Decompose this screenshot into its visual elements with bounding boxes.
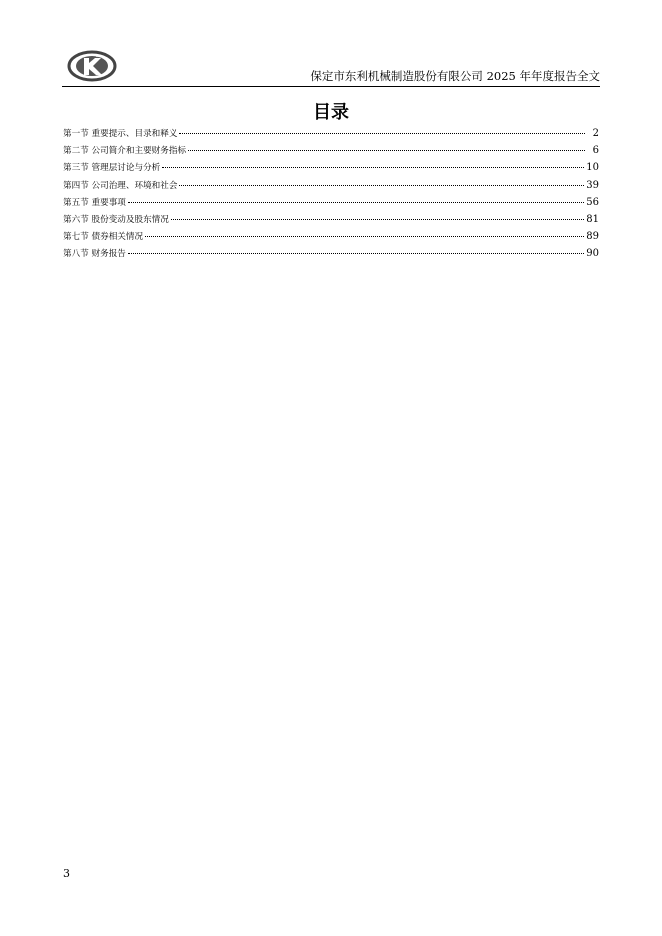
header-divider [62, 86, 600, 87]
toc-entry[interactable] [63, 248, 599, 265]
toc-entry-page: 56 [586, 196, 599, 208]
toc-entry-label: 第八节 财务报告 [63, 249, 126, 260]
toc-entry-label: 第三节 管理层讨论与分析 [63, 163, 161, 174]
toc-entry-page: 39 [586, 179, 599, 191]
toc-dot-leader [128, 202, 584, 203]
toc-dot-leader [128, 253, 584, 254]
toc-entry[interactable] [63, 231, 599, 248]
toc-entry[interactable] [63, 214, 599, 231]
report-header-title: 保定市东利机械制造股份有限公司 2025 年年度报告全文 [310, 69, 600, 83]
toc-entry-page: 10 [586, 162, 599, 174]
toc-entry-label: 第四节 公司治理、环境和社会 [63, 180, 178, 191]
toc-entry-page: 90 [586, 248, 599, 260]
toc-entry[interactable] [63, 145, 599, 162]
toc-entry[interactable] [63, 180, 599, 197]
toc-entry-label: 第六节 股份变动及股东情况 [63, 214, 169, 225]
toc-entry-page: 81 [586, 213, 599, 225]
toc-dot-leader [145, 236, 584, 237]
toc-entry-label: 第五节 重要事项 [63, 197, 126, 208]
page-number: 3 [63, 867, 70, 880]
toc-dot-leader [171, 219, 584, 220]
toc-dot-leader [162, 167, 584, 168]
toc-entry-page: 2 [592, 128, 599, 139]
toc-entry[interactable] [63, 128, 599, 145]
toc-entry-label: 第七节 债券相关情况 [63, 232, 144, 243]
toc-entry-page: 89 [586, 231, 599, 243]
toc-entry[interactable] [63, 197, 599, 214]
toc-dot-leader [179, 185, 584, 186]
company-logo-icon [66, 48, 118, 84]
toc-entry[interactable] [63, 162, 599, 179]
toc-dot-leader [179, 133, 585, 134]
toc-dot-leader [188, 150, 585, 151]
toc-entry-page: 6 [592, 145, 599, 157]
toc-title: 目录 [313, 102, 349, 123]
toc-entry-label: 第二节 公司简介和主要财务指标 [63, 146, 187, 157]
toc-entry-label: 第一节 重要提示、目录和释义 [63, 129, 178, 139]
table-of-contents [63, 128, 599, 266]
